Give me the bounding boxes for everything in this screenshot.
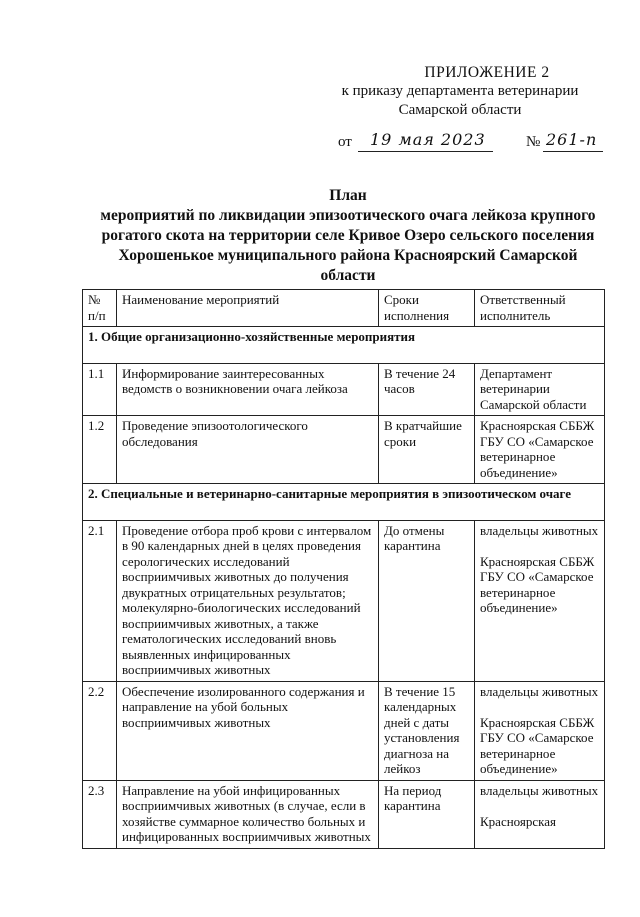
row-responsible: владельцы животных Красноярская СББЖ ГБУ СО «Самарское ветеринарное объединение» xyxy=(475,681,605,780)
row-name: Направление на убой инфицированных восприимчивых животных (в случае, если в хозяйстве суммарное количество больных и инфицированных восприимчивых животных xyxy=(117,780,379,848)
order-number-label: № xyxy=(526,134,541,150)
row-term: В кратчайшие сроки xyxy=(379,416,475,484)
section-row xyxy=(83,327,605,364)
row-number: 2.1 xyxy=(83,520,117,681)
date-underline xyxy=(358,151,493,152)
order-from-label: от xyxy=(338,134,352,150)
row-responsible: Красноярская СББЖ ГБУ СО «Самарское ветеринарное объединение» xyxy=(475,416,605,484)
row-number: 1.2 xyxy=(83,416,117,484)
appendix-title: ПРИЛОЖЕНИЕ 2 xyxy=(424,64,550,81)
section-title xyxy=(83,484,605,521)
table-header-row xyxy=(83,290,605,327)
number-underline xyxy=(543,151,603,152)
plan-heading: План xyxy=(329,187,367,204)
plan-title-line-3: Хорошенькое муниципального района Красноярский Самарской xyxy=(118,247,578,264)
row-number: 1.1 xyxy=(83,363,117,416)
table-row xyxy=(83,416,605,484)
row-name: Обеспечение изолированного содержания и направление на убой больных восприимчивых животных xyxy=(117,681,379,780)
plan-title-line-4: области xyxy=(320,267,376,284)
table-row xyxy=(83,363,605,416)
row-responsible: владельцы животных Красноярская СББЖ ГБУ СО «Самарское ветеринарное объединение» xyxy=(475,520,605,681)
section-spacer xyxy=(88,345,599,360)
appendix-header xyxy=(300,63,620,120)
row-name: Проведение отбора проб крови с интервалом в 90 календарных дней в целях проведения серологических исследований восприимчивых животных до получения двукратных отрицательных результатов; молекулярно-биологических исследований восприимчивых животных, а также гематологических исследований вновь выявленных инфицированных восприимчивых животных xyxy=(117,520,379,681)
header-name: Наименование мероприятий xyxy=(117,290,379,327)
measures-table xyxy=(82,289,605,849)
row-responsible: владельцы животных Красноярская xyxy=(475,780,605,848)
order-date: 19 мая 2023 xyxy=(370,130,486,149)
plan-title-line-1: мероприятий по ликвидации эпизоотического очага лейкоза крупного xyxy=(100,207,596,224)
header-responsible: Ответственный исполнитель xyxy=(475,290,605,327)
section-title-text: 2. Специальные и ветеринарно-санитарные мероприятия в эпизоотическом очаге xyxy=(88,486,572,501)
section-title-text: 1. Общие организационно-хозяйственные мероприятия xyxy=(88,329,416,344)
header-number: № п/п xyxy=(83,290,117,327)
row-term: До отмены карантина xyxy=(379,520,475,681)
section-spacer xyxy=(88,502,599,517)
appendix-line-2: Самарской области xyxy=(398,102,522,118)
plan-title xyxy=(92,186,604,286)
row-responsible: Департамент ветеринарии Самарской области xyxy=(475,363,605,416)
order-reference xyxy=(338,130,608,156)
row-number: 2.2 xyxy=(83,681,117,780)
row-term: На период карантина xyxy=(379,780,475,848)
appendix-line-1: к приказу департамента ветеринарии xyxy=(341,83,579,99)
table-row xyxy=(83,780,605,848)
order-number: 261-п xyxy=(546,130,598,149)
row-name: Информирование заинтересованных ведомств о возникновении очага лейкоза xyxy=(117,363,379,416)
table-row xyxy=(83,520,605,681)
section-title xyxy=(83,327,605,364)
row-number: 2.3 xyxy=(83,780,117,848)
row-term: В течение 24 часов xyxy=(379,363,475,416)
plan-title-line-2: рогатого скота на территории селе Кривое Озеро сельского поселения xyxy=(101,227,595,244)
section-row xyxy=(83,484,605,521)
row-term: В течение 15 календарных дней с даты установления диагноза на лейкоз xyxy=(379,681,475,780)
header-term: Сроки исполнения xyxy=(379,290,475,327)
row-name: Проведение эпизоотологического обследования xyxy=(117,416,379,484)
table-row xyxy=(83,681,605,780)
